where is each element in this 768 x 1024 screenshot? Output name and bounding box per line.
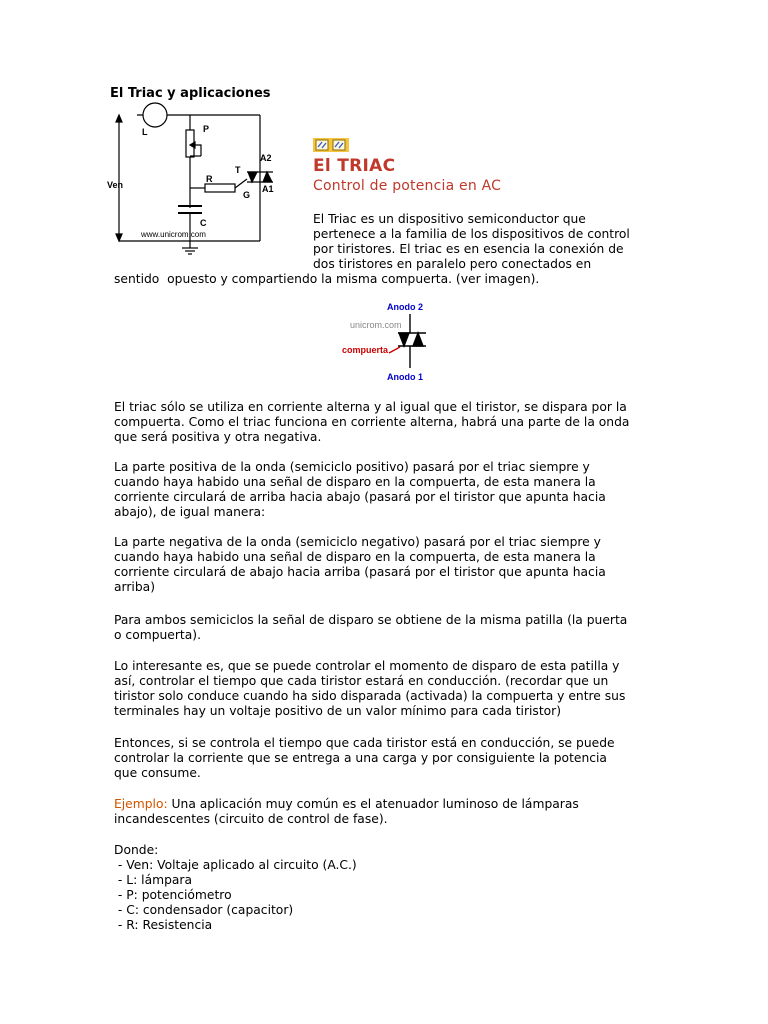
body-paragraph: Lo interesante es, que se puede controlar el momento de disparo de esta patilla y así, controlar el tiempo que cada tiristor estará en conducción. (recordar que un tiristor solo conduce cuando ha sido disparada (activada) la compuerta y entre sus terminales hay un voltaje positivo de un valor mínimo para cada tiristor) [114,659,626,718]
body-paragraph: La parte negativa de la onda (semiciclo negativo) pasará por el triac siempre y cuando haya habido una señal de disparo en la compuerta, de esta manera la corriente circulará de abajo hacia arriba (pasará por el tiristor que apunta hacia arriba) [114,535,606,594]
intro-paragraph: El Triac es un dispositivo semiconductor que pertenece a la familia de los dispositivos de control por tiristores. El triac es en esencia la conexión de dos tiristores en paralelo pero conectados en [313,212,630,271]
legend-item: - Ven: Voltaje aplicado al circuito (A.C.) [114,858,357,872]
potentiometer-label: P [203,124,210,134]
example-text: Una aplicación muy común es el atenuador luminoso de lámparas incandescentes (circuito de control de fase). [114,797,579,826]
triac-symbol-diagram [340,300,450,385]
legend-item: - L: lámpara [114,873,193,887]
example-paragraph [114,797,664,827]
anodo2-label: Anodo 2 [387,302,423,312]
link-icon [333,140,345,150]
section-heading: El TRIAC [313,156,396,176]
legend-intro: Donde: [114,843,159,857]
lamp-label: L [142,127,148,137]
dimmer-circuit-diagram [105,100,274,260]
a1-label: A1 [262,184,274,194]
body-paragraph: Entonces, si se controla el tiempo que cada tiristor está en conducción, se puede controlar la corriente que se entrega a una carga y por consiguiente la potencia que consume. [114,736,615,780]
ven-label: Ven [107,180,124,190]
link-icons-badge [313,138,349,152]
body-paragraph: El triac sólo se utiliza en corriente alterna y al igual que el tiristor, se dispara por la compuerta. Como el triac funciona en corriente alterna, habrá una parte de la onda que será positiva y otra negativa. [114,400,630,444]
anodo1-label: Anodo 1 [387,372,423,382]
triac-label: T [235,165,241,175]
page-title: El Triac y aplicaciones [110,86,271,101]
intro-paragraph-tail: sentido opuesto y compartiendo la misma compuerta. (ver imagen). [114,272,540,286]
circuit-watermark: www.unicrom.com [141,230,206,239]
body-paragraph: La parte positiva de la onda (semiciclo positivo) pasará por el triac siempre y cuando haya habido una señal de disparo en la compuerta, de esta manera la corriente circulará de arriba hacia abajo (pasará por el tiristor que apunta hacia abajo), de igual manera: [114,460,606,519]
gate-label: G [243,190,251,200]
capacitor-label: C [200,218,207,228]
body-paragraph: Para ambos semiciclos la señal de disparo se obtiene de la misma patilla (la puerta o compuerta). [114,613,628,642]
gate-symbol-label: compuerta [342,345,389,355]
link-icon [316,140,328,150]
section-subheading: Control de potencia en AC [313,178,502,194]
legend-item: - R: Resistencia [114,918,213,932]
legend-item: - P: potenciómetro [114,888,232,902]
legend-list [114,843,357,933]
legend-item: - C: condensador (capacitor) [114,903,294,917]
example-label: Ejemplo: [114,797,168,811]
resistor-label: R [206,174,213,184]
a2-label: A2 [260,153,272,163]
symbol-watermark: unicrom.com [350,320,402,330]
